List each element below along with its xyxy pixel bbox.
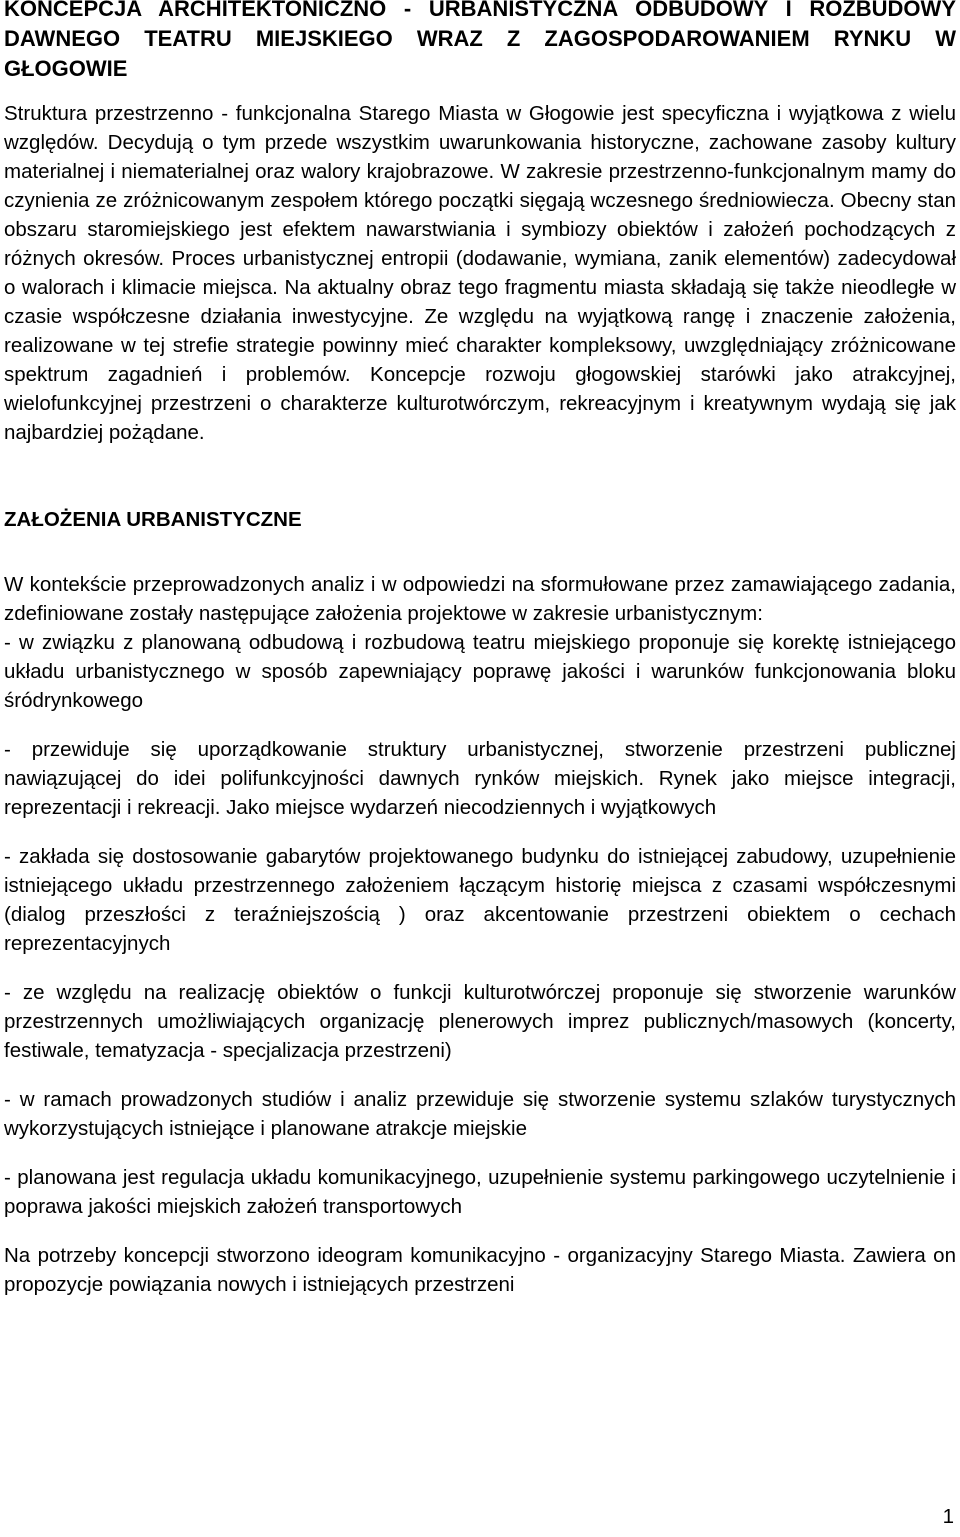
section-intro-paragraph: W kontekście przeprowadzonych analiz i w odpowiedzi na sformułowane przez zamawiającego zadania, zdefiniowane zostały następujące założenia projektowe w zakresie urbanistycznym: — [4, 573, 956, 625]
list-item: - planowana jest regulacja układu komunikacyjnego, uzupełnienie systemu parkingowego uczytelnienie i poprawa jakości miejskich założeń transportowych — [4, 1166, 956, 1218]
list-item: - ze względu na realizację obiektów o funkcji kulturotwórczej proponuje się stworzenie warunków przestrzennych umożliwiających organizację plenerowych imprez publicznych/masowych (koncerty, festiwale, tematyzacja - specjalizacja przestrzeni) — [4, 981, 956, 1062]
list-item: - w związku z planowaną odbudową i rozbudową teatru miejskiego proponuje się korektę istniejącego układu urbanistycznego w sposób zapewniający poprawę jakości i warunków funkcjonowania bloku śródrynkowego — [4, 631, 956, 712]
document-page — [4, 0, 956, 1299]
section-heading: ZAŁOŻENIA URBANISTYCZNE — [4, 508, 302, 531]
document-title: KONCEPCJA ARCHITEKTONICZNO - URBANISTYCZNA ODBUDOWY I ROZBUDOWY DAWNEGO TEATRU MIEJSKIEGO WRAZ Z ZAGOSPODAROWANIEM RYNKU W GŁOGOWIE — [4, 0, 956, 81]
list-item: - zakłada się dostosowanie gabarytów projektowanego budynku do istniejącej zabudowy, uzupełnienie istniejącego układu przestrzennego założeniem łączącym historię miejsca z czasami współczesnymi (dialog przeszłości z teraźniejszością ) oraz akcentowanie przestrzeni obiektem o cechach reprezentacyjnych — [4, 845, 956, 955]
list-item: - w ramach prowadzonych studiów i analiz przewiduje się stworzenie systemu szlaków turystycznych wykorzystujących istniejące i planowane atrakcje miejskie — [4, 1088, 956, 1140]
closing-paragraph: Na potrzeby koncepcji stworzono ideogram komunikacyjno - organizacyjny Starego Miasta. Zawiera on propozycje powiązania nowych i istniejących przestrzeni — [4, 1244, 956, 1296]
page-number: 1 — [942, 1505, 954, 1528]
list-item: - przewiduje się uporządkowanie struktury urbanistycznej, stworzenie przestrzeni publicznej nawiązującej do idei polifunkcyjności dawnych rynków miejskich. Rynek jako miejsce integracji, reprezentacji i rekreacji. Jako miejsce wydarzeń niecodziennych i wyjątkowych — [4, 738, 956, 819]
intro-paragraph: Struktura przestrzenno - funkcjonalna Starego Miasta w Głogowie jest specyficzna i wyjątkowa z wielu względów. Decydują o tym przede wszystkim uwarunkowania historyczne, zachowane zasoby kultury materialnej i niematerialnej oraz walory krajobrazowe. W zakresie przestrzenno-funkcjonalnym mamy do czynienia ze zróżnicowanym zespołem którego początki sięgają wczesnego średniowiecza. Obecny stan obszaru staromiejskiego jest efektem nawarstwiania i symbiozy obiektów i założeń pochodzących z różnych okresów. Proces urbanistycznej entropii (dodawanie, wymiana, zanik elementów) zadecydował o walorach i klimacie miejsca. Na aktualny obraz tego fragmentu miasta składają się także nieodległe w czasie współczesne działania inwestycyjne. Ze względu na wyjątkową rangę i znaczenie założenia, realizowane w tej strefie strategie powinny mieć charakter kompleksowy, uwzględniający zróżnicowane spektrum zagadnień i problemów. Koncepcje rozwoju głogowskiej starówki jako atrakcyjnej, wielofunkcyjnej przestrzeni o charakterze kulturotwórczym, rekreacyjnym i kreatywnym wydają się jak najbardziej pożądane. — [4, 102, 956, 444]
